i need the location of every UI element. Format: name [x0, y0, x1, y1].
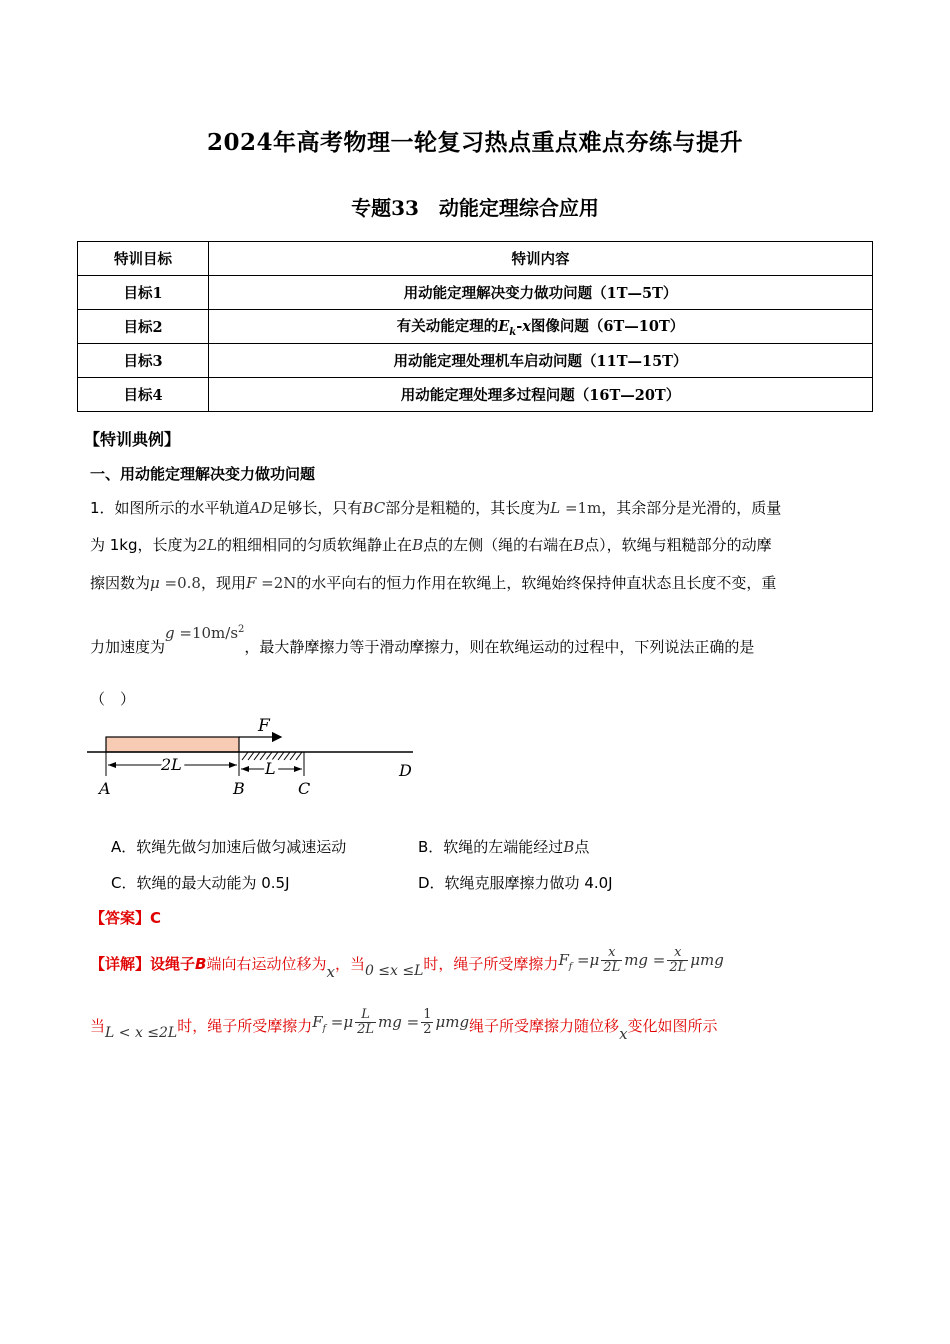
training-targets-table [77, 241, 873, 412]
fraction-den: 2L [603, 960, 621, 975]
detail-range: 0 ≤x ≤L [364, 963, 424, 979]
fraction-num: 1 [423, 1007, 432, 1022]
fraction-num: L [355, 1008, 376, 1023]
table-row [78, 378, 873, 412]
q-text: 擦因数为 [90, 574, 151, 592]
option-c[interactable]: C．软绳的最大动能为 0.5J [111, 874, 290, 892]
q-exponent: 2 [238, 624, 245, 635]
table-cell-content [209, 310, 873, 344]
q-text: 的粗细相同的匀质软绳静止在 [217, 536, 413, 554]
label-f: F [258, 716, 270, 736]
x-symbol: x [522, 318, 531, 336]
q-text: 的水平向右的恒力作用在软绳上，软绳始终保持伸直状态且长度不变，重 [296, 574, 777, 592]
detail-ff: F [312, 1013, 323, 1031]
detail-text: ，当 [334, 955, 365, 973]
detail-ff: F [558, 951, 569, 969]
detail-ff-sub: f [322, 1024, 327, 1034]
label-l: L [265, 759, 276, 778]
detail-mumg: μmg [690, 951, 724, 969]
fraction-den: 2L [357, 1022, 375, 1037]
question-line-3 [90, 572, 776, 593]
table-cell-target: 目标4 [78, 378, 209, 412]
option-b-text: 点 [574, 838, 590, 856]
detail-line-1 [90, 945, 724, 981]
cell-text: 有关动能定理的 [396, 318, 499, 336]
cell-dash: - [516, 318, 523, 336]
subsection-heading: 一、用动能定理解决变力做功问题 [90, 465, 316, 483]
section-heading: 【特训典例】 [84, 430, 181, 449]
detail-symbol-x: x [619, 1025, 628, 1043]
table-cell-target: 目标1 [78, 276, 209, 310]
q-symbol-2l: 2L [197, 536, 218, 554]
table-cell-target: 目标3 [78, 344, 209, 378]
q-text: 力加速度为 [90, 638, 166, 656]
ek-symbol: E [498, 318, 510, 336]
table-cell-target: 目标2 [78, 310, 209, 344]
detail-text: 时，绳子所受摩擦力 [177, 1017, 313, 1035]
answer-label: 【答案】C [90, 909, 162, 927]
document-subtitle: 专题33 动能定理综合应用 [351, 196, 599, 220]
q-symbol-b: B [412, 536, 424, 554]
q-symbol-g: g [165, 624, 175, 642]
table-cell-content: 用动能定理处理多过程问题（16T—20T） [209, 378, 873, 412]
table-cell-content: 用动能定理解决变力做功问题（1T—5T） [209, 276, 873, 310]
detail-label: 【详解】设绳子 [90, 955, 196, 973]
cell-text: 图像问题（6T—10T） [530, 318, 685, 336]
detail-ff-sub: f [568, 962, 573, 972]
q-symbol-ad: AD [249, 499, 273, 517]
soft-rope [106, 737, 239, 752]
fraction [667, 946, 688, 975]
fraction-num: x [667, 946, 688, 961]
detail-text: 端向右运动位移为 [206, 955, 327, 973]
q-text: 部分是粗糙的，其长度为 [385, 499, 551, 517]
q-text: ，其余部分是光滑的，质量 [601, 499, 782, 517]
label-2l: 2L [161, 755, 182, 774]
detail-mg: mg = [624, 951, 666, 969]
ek-subscript: k [509, 326, 517, 338]
detail-eq: =μ [572, 951, 600, 969]
q-symbol-l: L [550, 499, 561, 517]
option-d[interactable]: D．软绳克服摩擦力做功 4.0J [418, 874, 613, 892]
q-symbol-b: B [573, 536, 585, 554]
q-symbol-f: F [245, 574, 257, 592]
q-value-mu: =0.8 [159, 574, 201, 592]
question-line-1 [90, 497, 781, 518]
question-blank: （ ） [90, 690, 136, 708]
label-a: A [99, 779, 111, 798]
table-header-row [78, 242, 873, 276]
q-text: 点的左侧（绳的右端在 [423, 536, 574, 554]
fraction-den: 2 [423, 1022, 432, 1037]
detail-mg: mg = [378, 1013, 420, 1031]
q-text: 点），软绳与粗糙部分的动摩 [584, 536, 772, 554]
option-a[interactable]: A．软绳先做匀加速后做匀减速运动 [111, 838, 347, 856]
fraction-den: 2L [669, 960, 687, 975]
fraction [601, 946, 622, 975]
table-cell-content: 用动能定理处理机车启动问题（11T—15T） [209, 344, 873, 378]
table-header-target: 特训目标 [78, 242, 209, 276]
q-symbol-mu: μ [150, 574, 160, 592]
detail-text: 当 [90, 1017, 106, 1035]
fraction-num: x [601, 946, 622, 961]
table-row [78, 344, 873, 378]
label-b: B [233, 779, 245, 798]
question-line-2 [90, 534, 772, 555]
q-text: 足够长，只有 [272, 499, 363, 517]
q-text: 1．如图所示的水平轨道 [90, 499, 250, 517]
table-row [78, 276, 873, 310]
table-row [78, 310, 873, 344]
q-value-l: =1m [560, 499, 602, 517]
option-b[interactable] [418, 836, 589, 857]
rope-track-figure [84, 712, 424, 802]
q-value-g: =10m/s [174, 624, 239, 642]
document-title: 2024年高考物理一轮复习热点重点难点夯练与提升 [206, 129, 743, 156]
detail-symbol-x: x [326, 963, 335, 981]
detail-text: 时，绳子所受摩擦力 [423, 955, 559, 973]
option-b-symbol: B [563, 838, 575, 856]
fraction [421, 1008, 433, 1037]
q-text: ，最大静摩擦力等于滑动摩擦力，则在软绳运动的过程中，下列说法正确的是 [244, 638, 755, 656]
option-b-text: B．软绳的左端能经过 [418, 838, 564, 856]
q-text: 为 1kg，长度为 [90, 536, 198, 554]
detail-range: L < x ≤2L [105, 1025, 178, 1041]
detail-text: 变化如图所示 [627, 1017, 718, 1035]
fraction [355, 1008, 376, 1037]
question-line-4 [90, 624, 755, 657]
detail-eq: =μ [326, 1013, 354, 1031]
q-text: ，现用 [200, 574, 246, 592]
q-symbol-bc: BC [362, 499, 386, 517]
detail-text: 绳子所受摩擦力随位移 [469, 1017, 620, 1035]
label-c: C [298, 779, 311, 798]
detail-symbol-b: B [195, 955, 207, 973]
label-d: D [399, 761, 412, 780]
table-header-content: 特训内容 [209, 242, 873, 276]
q-value-f: =2N [256, 574, 297, 592]
detail-line-2 [90, 1007, 718, 1043]
detail-mumg: μmg [435, 1013, 470, 1031]
